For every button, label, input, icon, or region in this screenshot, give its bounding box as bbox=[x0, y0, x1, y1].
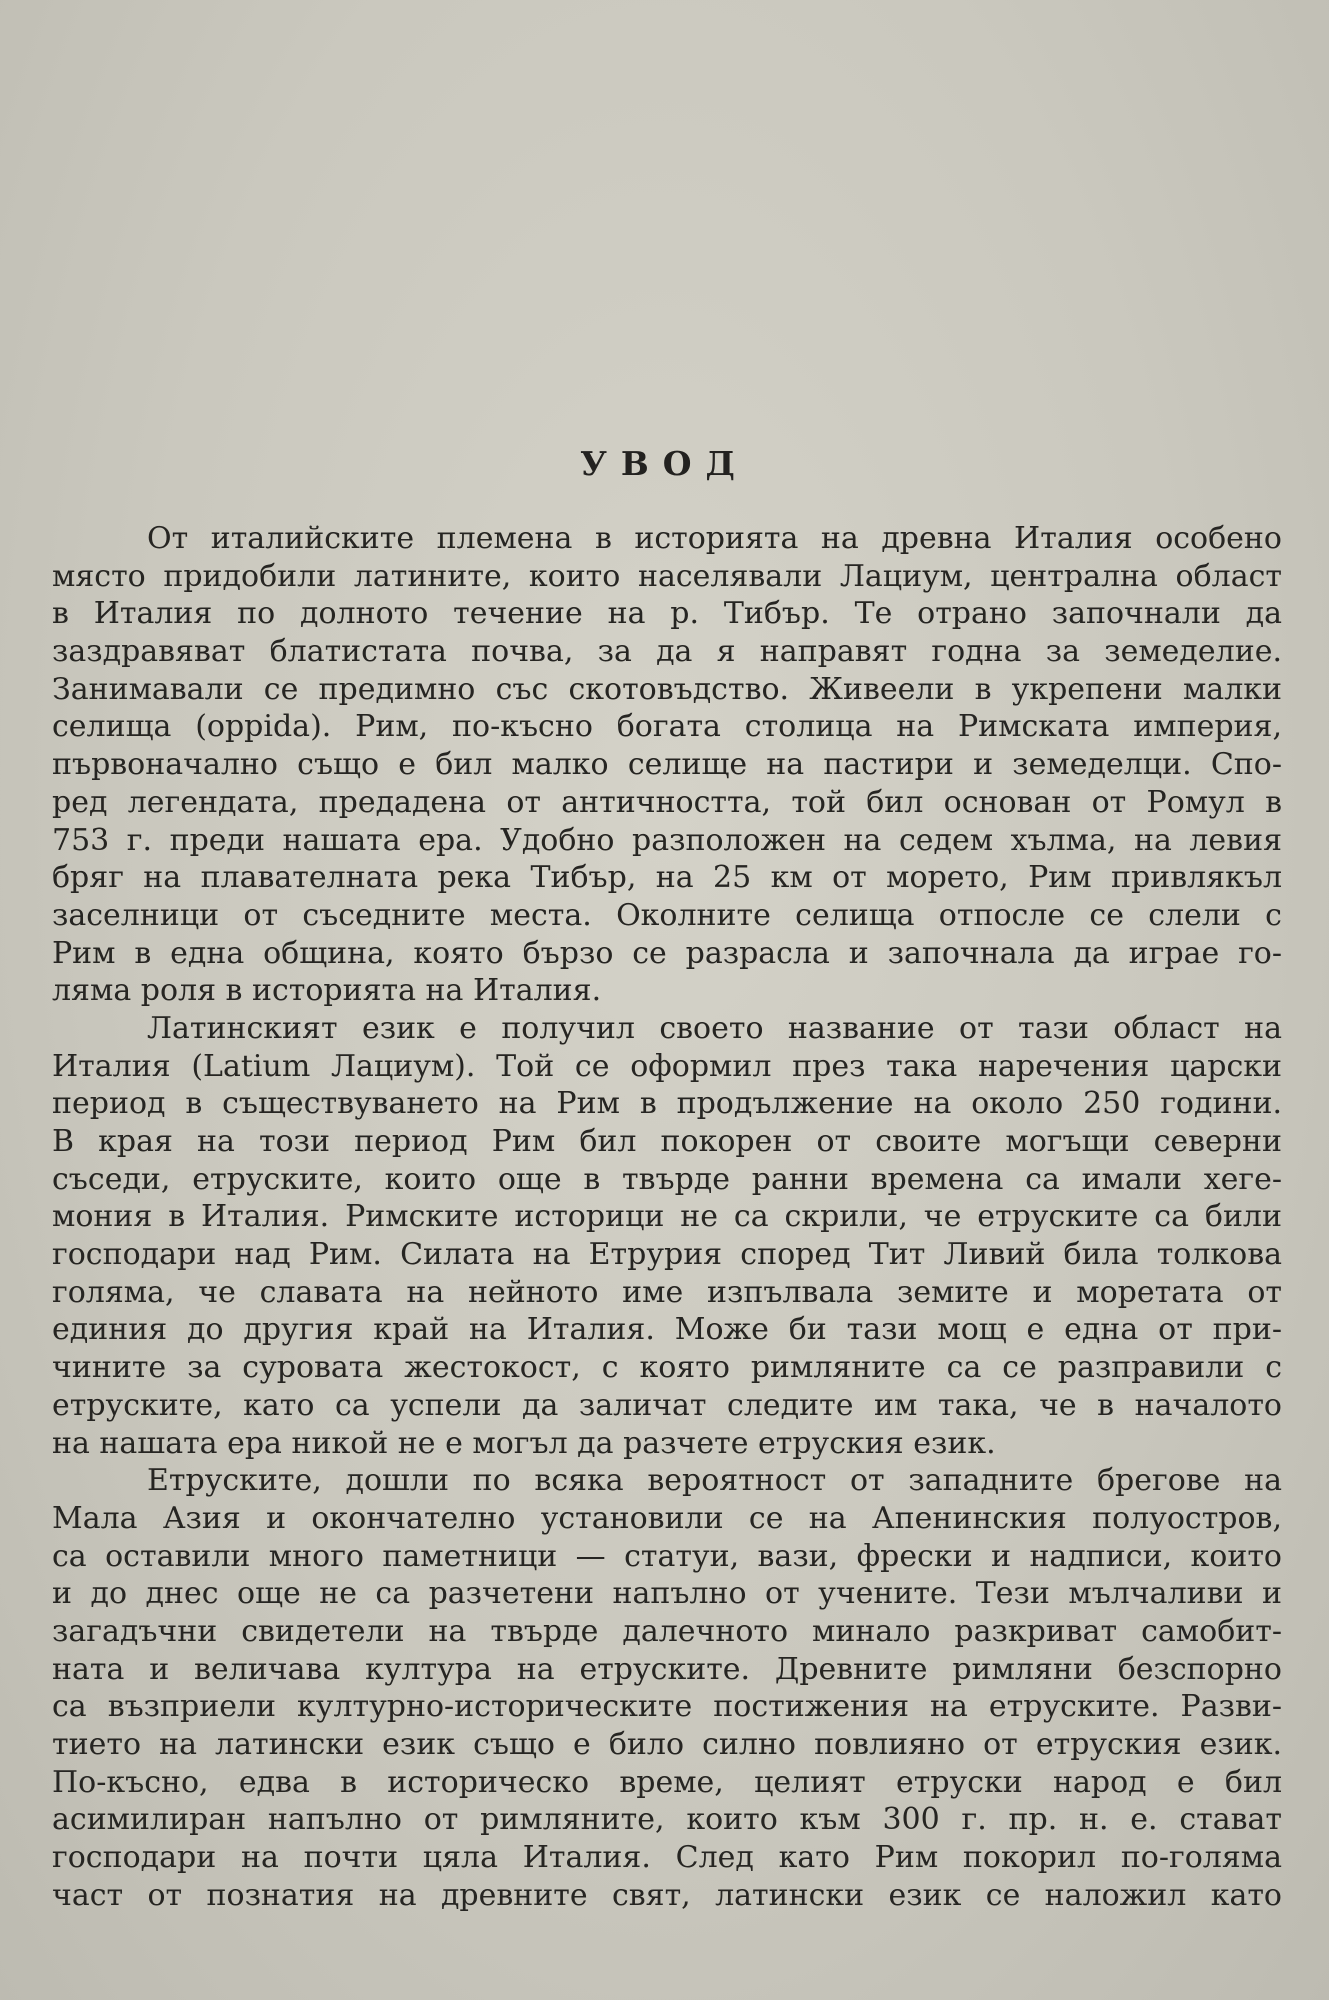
text-line: ред легендата, предадена от античността, той бил основан от Ромул в bbox=[52, 784, 1282, 820]
text-line: господари на почти цяла Италия. След като Рим покорил по-голяма bbox=[52, 1840, 1282, 1876]
text-line: асимилиран напълно от римляните, които към 300 г. пр. н. е. стават bbox=[52, 1802, 1282, 1838]
text-line: на нашата ера никой не е могъл да разчете етруския език. bbox=[52, 1425, 996, 1461]
text-line: загадъчни свидетели на твърде далечното минало разкриват самобит- bbox=[52, 1613, 1282, 1649]
text-line: От италийските племена в историята на древна Италия особено bbox=[147, 521, 1282, 556]
text-line: Мала Азия и окончателно установили се на Апенинския полуостров, bbox=[52, 1500, 1282, 1536]
text-line: място придобили латините, които населявали Лациум, централна област bbox=[52, 558, 1282, 594]
text-line: ната и величава култура на етруските. Древните римляни безспорно bbox=[52, 1651, 1282, 1687]
text-line: Рим в една община, която бързо се разрасла и започнала да играе го- bbox=[52, 935, 1282, 971]
text-line: Занимавали се предимно със скотовъдство. Живеели в укрепени малки bbox=[52, 671, 1282, 707]
text-line: част от познатия на древните свят, латински език се наложил като bbox=[52, 1877, 1282, 1913]
text-line: Латинският език е получил своето название от тази област на bbox=[147, 1010, 1282, 1046]
text-line: бряг на плавателната река Тибър, на 25 км от морето, Рим привлякъл bbox=[52, 860, 1282, 896]
text-line: тието на латински език също е било силно повлияно от етруския език. bbox=[52, 1727, 1282, 1762]
text-line: господари над Рим. Силата на Етрурия според Тит Ливий била толкова bbox=[52, 1237, 1282, 1273]
text-line: съседи, етруските, които още в твърде ранни времена са имали хеге- bbox=[52, 1161, 1282, 1197]
paragraph-3 bbox=[52, 1462, 1282, 1914]
text-line: ляма роля в историята на Италия. bbox=[52, 973, 602, 1009]
text-line: период в съществуването на Рим в продължение на около 250 години. bbox=[52, 1086, 1282, 1122]
text-line: чините за суровата жестокост, с която римляните са се разправили с bbox=[52, 1350, 1282, 1386]
text-line: и до днес още не са разчетени напълно от учените. Тези мълчаливи и bbox=[52, 1576, 1282, 1612]
text-line: са възприели културно-историческите постижения на етруските. Разви- bbox=[52, 1689, 1282, 1725]
text-line: са оставили много паметници — статуи, вази, фрески и надписи, които bbox=[52, 1538, 1282, 1574]
text-line: заздравяват блатистата почва, за да я направят годна за земеделие. bbox=[52, 634, 1282, 670]
text-line: единия до другия край на Италия. Може би тази мощ е една от при- bbox=[52, 1312, 1282, 1348]
paragraph-2 bbox=[52, 1010, 1282, 1462]
text-line: В края на този период Рим бил покорен от своите могъщи северни bbox=[52, 1124, 1282, 1159]
text-line: първоначално също е бил малко селище на пастири и земеделци. Спо- bbox=[52, 747, 1282, 783]
text-line: заселници от съседните места. Околните селища отпосле се слели с bbox=[52, 897, 1282, 933]
paragraph-1 bbox=[52, 520, 1282, 1010]
text-line: По-късно, едва в историческо време, целият етруски народ е бил bbox=[52, 1764, 1282, 1800]
text-line: Италия (Latium Лациум). Той се оформил през така наречения царски bbox=[52, 1048, 1282, 1084]
text-line: етруските, като са успели да заличат следите им така, че в началото bbox=[52, 1387, 1282, 1423]
chapter-title: УВОД bbox=[580, 444, 749, 483]
text-line: 753 г. преди нашата ера. Удобно разположен на седем хълма, на левия bbox=[52, 822, 1282, 858]
text-line: голяма, че славата на нейното име изпълвала земите и моретата от bbox=[52, 1274, 1282, 1310]
text-line: мония в Италия. Римските историци не са скрили, че етруските са били bbox=[52, 1199, 1282, 1235]
text-line: селища (oppida). Рим, по-късно богата столица на Римската империя, bbox=[52, 709, 1282, 745]
text-line: Етруските, дошли по всяка вероятност от западните брегове на bbox=[147, 1463, 1282, 1499]
text-line: в Италия по долното течение на р. Тибър. Те отрано започнали да bbox=[52, 596, 1282, 632]
body-text bbox=[52, 520, 1282, 1914]
